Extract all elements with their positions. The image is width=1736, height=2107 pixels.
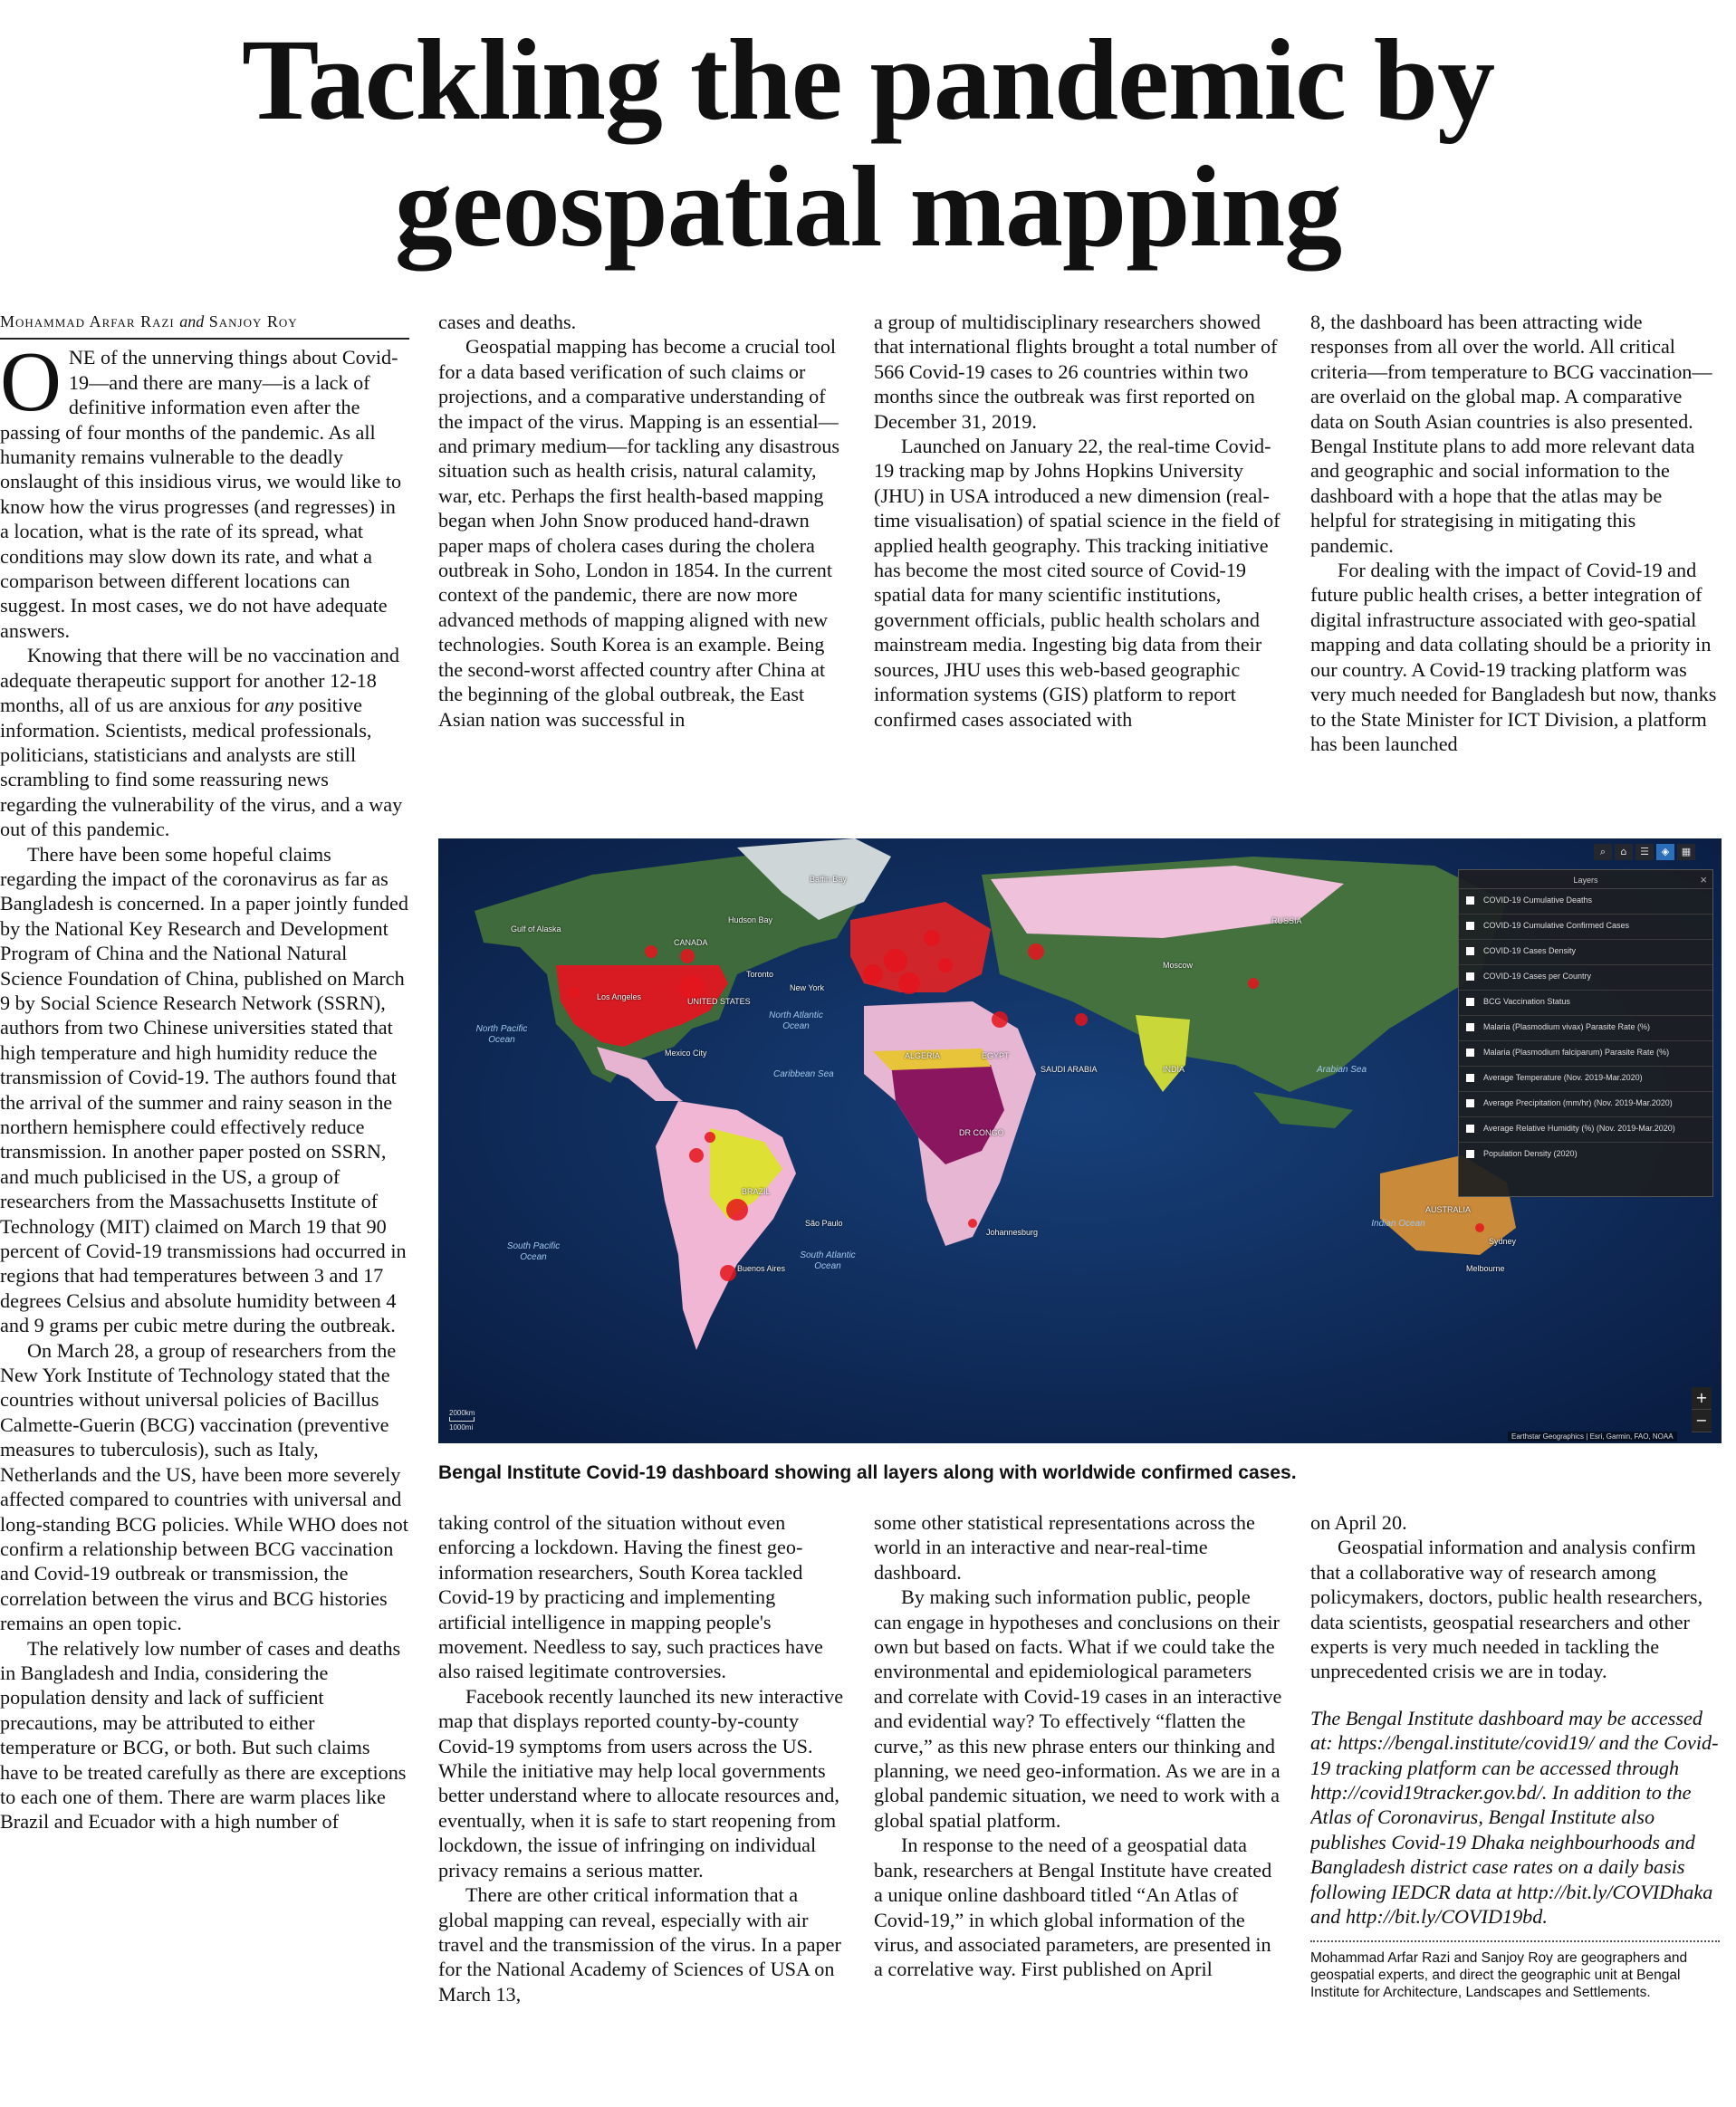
zoom-in-button[interactable]: + xyxy=(1692,1387,1712,1410)
c2-paragraph-1: cases and deaths. xyxy=(438,311,577,333)
layer-label: COVID-19 Cumulative Deaths xyxy=(1483,895,1593,905)
case-circle xyxy=(720,1265,736,1281)
byline-and: and xyxy=(179,312,205,330)
c5-paragraph-3: There are other critical information that a global mapping can reveal, especially with air travel and the transmission of the virus. In a paper for the National Academy of Sciences of USA on March 13, xyxy=(438,1883,841,2006)
layers-icon[interactable]: ◈ xyxy=(1656,844,1674,860)
place-label: Baffin Bay xyxy=(810,875,847,884)
paragraph-3: There have been some hopeful claims regarding the impact of the coronavirus as far as Bangladesh is concerned. In a paper jointly funded by the National Key Research and Development Program of China and the National Natural Science Foundation of China, published on March 9 by Social Science Research Network (SSRN), authors from two Chinese universities stated that high temperature and high humidity reduce the transmission of Covid-19. The authors found that the arrival of the summer and rainy season in the northern hemisphere could effectively reduce transmission. In another paper posted on SSRN, and much publicised in the US, a group of researchers from the Massachusetts Institute of Technology (MIT) claimed on March 19 that 90 percent of Covid-19 transmissions had occurred in regions that had temperatures between 3 and 17 degrees Celsius and absolute humidity between 4 and 9 grams per cubic metre during the outbreak. xyxy=(0,842,408,1337)
place-label: New York xyxy=(790,983,825,992)
headline-line-1: Tackling the pandemic by xyxy=(241,15,1495,144)
case-circle xyxy=(968,1219,977,1228)
home-icon[interactable]: ⌂ xyxy=(1615,844,1633,860)
c5-paragraph-1: taking control of the situation without even enforcing a lockdown. Having the finest geo-information researchers, South Korea tackled Covid-19 by practicing and implementing artificial intelligence in mapping people's movement. Needless to say, such practices have also raised legitimate controversies. xyxy=(438,1511,823,1683)
ocean-label: North Pacific Ocean xyxy=(475,1024,528,1045)
c6-paragraph-3: In response to the need of a geospatial data bank, researchers at Bengal Institute have created a unique online dashboard titled “An Atlas of Covid-19,” in which global information of the virus, and associated parameters, are presented in a correlative way. First published on April xyxy=(874,1834,1272,1981)
author-note xyxy=(1310,1706,1720,1930)
ocean-label: South Atlantic Ocean xyxy=(800,1250,856,1271)
c6-paragraph-2: By making such information public, people can engage in hypotheses and conclusions on their own but based on facts. What if we could take the environmental and epidemiological parameters and correlate with Covid-19 cases in an interactive and evidential way? To effectively “flatten the curve,” as this new phrase enters our thinking and planning, we need geo-information. As we are in a global pandemic situation, we need to work with a global spatial platform. xyxy=(874,1585,1282,1832)
case-circle xyxy=(705,1132,715,1143)
place-label: Moscow xyxy=(1163,961,1194,970)
scale-km: 2000km xyxy=(449,1409,475,1417)
author-1: Mohammad Arfar Razi xyxy=(0,312,175,330)
list-icon[interactable]: ☰ xyxy=(1635,844,1654,860)
zoom-control xyxy=(1692,1387,1712,1432)
checkbox-icon[interactable] xyxy=(1466,922,1474,930)
place-label: Johannesburg xyxy=(986,1228,1039,1237)
case-circle xyxy=(645,945,657,958)
c4-paragraph-1: 8, the dashboard has been attracting wide responses from all over the world. All critical criteria—from temperature to BCG vaccination—are overlaid on the global map. A comparative data on South Asian countries is also presented. Bengal Institute plans to add more relevant data and geographic and social information to the dashboard with a hope that the atlas may be helpful for strategising in mitigating this pandemic. xyxy=(1310,311,1712,557)
layer-label: COVID-19 Cases per Country xyxy=(1483,972,1592,981)
ocean-label: North Atlantic Ocean xyxy=(769,1010,823,1031)
column-3 xyxy=(874,310,1283,813)
place-label: Hudson Bay xyxy=(728,915,773,924)
layer-row[interactable] xyxy=(1459,1143,1712,1167)
place-label: Sydney xyxy=(1489,1237,1517,1246)
case-circle xyxy=(884,949,907,972)
checkbox-icon[interactable] xyxy=(1466,1099,1474,1107)
checkbox-icon[interactable] xyxy=(1466,1074,1474,1082)
paragraph-2-a: Knowing that there will be no vaccination and adequate therapeutic support for another 12-18 months, all of us are anxious for xyxy=(0,644,399,717)
checkbox-icon[interactable] xyxy=(1466,896,1474,905)
place-label: SAUDI ARABIA xyxy=(1041,1065,1098,1074)
zoom-out-button[interactable]: − xyxy=(1692,1410,1712,1432)
column-7 xyxy=(1310,1510,1720,2107)
map-caption: Bengal Institute Covid-19 dashboard showing all layers along with worldwide confirmed cases. xyxy=(438,1462,1297,1483)
place-label: CANADA xyxy=(674,938,708,947)
case-circle xyxy=(924,930,940,946)
drop-cap: O xyxy=(0,335,62,430)
place-label: INDIA xyxy=(1163,1065,1185,1074)
checkbox-icon[interactable] xyxy=(1466,972,1474,981)
checkbox-icon[interactable] xyxy=(1466,1049,1474,1057)
place-label: AUSTRALIA xyxy=(1425,1205,1472,1214)
paragraph-4: On March 28, a group of researchers from the New York Institute of Technology stated that the countries without universal policies of Bacillus Calmette-Guerin (BCG) vaccination (preventive measures to tuberculosis), such as Italy, Netherlands and the US, have been more severely affected compared to countries with universal and long-standing BCG policies. While WHO does not confirm a relationship between BCG vaccination and Covid-19 outbreak or transmission, the correlation between the virus and BCG histories remains an open topic. xyxy=(0,1338,408,1635)
lead-text: of the unnerving things about Covid-19—and there are many—is a lack of definitive information even after the passing of four months of the pandemic. As all humanity remains vulnerable to the deadly onslaught of this insidious virus, we would like to know how the virus progresses (and regresses) in a location, what is the rate of its spread, what conditions may slow down its rate, and what a comparison between different locations can suggest. In most cases, we do not have adequate answers. xyxy=(0,346,402,642)
layer-label: Average Temperature (Nov. 2019-Mar.2020) xyxy=(1483,1073,1643,1082)
layer-row[interactable] xyxy=(1459,965,1712,991)
c3-paragraph-2: Launched on January 22, the real-time Covid-19 tracking map by Johns Hopkins University (JHU) in USA introduced a new dimension (real-time visualisation) of spatial science in the field of applied health geography. This tracking initiative has become the most cited source of Covid-19 spatial data for many scientific institutions, government officials, public health scholars and mainstream media. Ingesting big data from their sources, JHU uses this web-based geographic information systems (GIS) platform to report confirmed cases associated with xyxy=(874,435,1280,731)
place-label: São Paulo xyxy=(805,1219,843,1228)
layers-panel xyxy=(1458,869,1713,1197)
layer-row[interactable] xyxy=(1459,940,1712,965)
ocean-label: South Pacific Ocean xyxy=(506,1241,561,1262)
ocean-label: Caribbean Sea xyxy=(773,1069,834,1079)
c6-paragraph-1: some other statistical representations across the world in an interactive and near-real-time dashboard. xyxy=(874,1511,1255,1584)
case-circle xyxy=(898,972,920,994)
column-4 xyxy=(1310,310,1720,813)
case-circle xyxy=(726,1199,748,1221)
layer-row[interactable] xyxy=(1459,1067,1712,1092)
paragraph-5: The relatively low number of cases and deaths in Bangladesh and India, considering the population density and lack of sufficient precautions, may be attributed to either temperature or BCG, or both. But such claims have to be treated carefully as there are exceptions to each one of them. There are warm places like Brazil and Ecuador with a high number of xyxy=(0,1636,407,1834)
c7-paragraph-2: Geospatial information and analysis confirm that a collaborative way of research among policymakers, doctors, public health researchers, data scientists, geospatial researchers and other experts is very much needed in tackling the unprecedented crisis we are in today. xyxy=(1310,1536,1703,1683)
layer-row[interactable] xyxy=(1459,915,1712,940)
layer-row[interactable] xyxy=(1459,1041,1712,1067)
column-6 xyxy=(874,1510,1283,2107)
case-circle xyxy=(1475,1223,1484,1232)
case-circle xyxy=(863,964,883,984)
case-circle xyxy=(938,958,953,972)
layer-label: COVID-19 Cumulative Confirmed Cases xyxy=(1483,921,1630,930)
layer-label: BCG Vaccination Status xyxy=(1483,997,1570,1006)
place-label: Los Angeles xyxy=(597,992,642,1001)
place-label: RUSSIA xyxy=(1271,916,1302,925)
c4-paragraph-2: For dealing with the impact of Covid-19 and future public health crises, a better integration of digital infrastructure associated with geo-spatial mapping and data collating should be a priority in our country. A Covid-19 tracking platform was very much needed for Bangladesh but now, thanks to the State Minister for ICT Division, a platform has been launched xyxy=(1310,559,1717,755)
place-label: Buenos Aires xyxy=(737,1264,786,1273)
layer-label: Average Relative Humidity (%) (Nov. 2019-Mar.2020) xyxy=(1483,1124,1675,1133)
headline xyxy=(0,16,1736,270)
case-circle xyxy=(569,987,580,998)
place-label: UNITED STATES xyxy=(687,997,751,1006)
note-text: The Bengal Institute dashboard may be accessed at: https://bengal.institute/covid19/ and the Covid-19 tracking platform can be accessed through http://covid19tracker.gov.bd/. In addition to the Atlas of Coronavirus, Bengal Institute also publishes Covid-19 Dhaka neighbourhoods and Bangladesh district case rates on a daily basis following IEDCR data at http://bit.ly/COVIDhaka and http://bit.ly/COVID19bd. xyxy=(1310,1706,1719,1929)
layer-row[interactable] xyxy=(1459,1117,1712,1143)
case-circle xyxy=(680,949,695,963)
lead-paragraph xyxy=(0,335,409,643)
place-label: Mexico City xyxy=(665,1049,707,1058)
case-circle xyxy=(1248,978,1259,989)
paragraph-2-b: positive information. Scientists, medical professionals, politicians, statisticians and analysts are still scrambling to find some reassuring news regarding the vulnerability of the virus, and a way out of this pandemic. xyxy=(0,694,403,841)
place-label: Melbourne xyxy=(1466,1264,1505,1273)
scale-bar xyxy=(449,1409,475,1432)
column-2 xyxy=(438,310,848,813)
place-label: EGYPT xyxy=(982,1051,1010,1060)
checkbox-icon[interactable] xyxy=(1466,947,1474,955)
layers-panel-title: Layers xyxy=(1459,870,1712,889)
c7-paragraph-1: on April 20. xyxy=(1310,1511,1407,1534)
paragraph-2-emphasis: any xyxy=(264,694,294,717)
place-label: ALGERIA xyxy=(905,1051,941,1060)
case-circle xyxy=(689,1148,704,1163)
c5-paragraph-2: Facebook recently launched its new interactive map that displays reported county-by-county Covid-19 symptoms from users across the US. While the initiative may help local governments better understand where to allocate resources and, eventually, when it is safe to start reopening from lockdown, the issue of infringing on individual privacy remains a serious matter. xyxy=(438,1684,844,1882)
checkbox-icon[interactable] xyxy=(1466,1125,1474,1133)
layer-row[interactable] xyxy=(1459,991,1712,1016)
headline-line-2: geospatial mapping xyxy=(394,142,1342,271)
layer-label: Malaria (Plasmodium vivax) Parasite Rate (%) xyxy=(1483,1022,1651,1031)
place-label: Gulf of Alaska xyxy=(511,924,561,934)
case-circle xyxy=(1075,1013,1088,1026)
column-1 xyxy=(0,310,409,2107)
layer-row[interactable] xyxy=(1459,1016,1712,1041)
layer-row[interactable] xyxy=(1459,1092,1712,1117)
close-icon[interactable]: × xyxy=(1700,873,1707,886)
lead-smallcaps: NE xyxy=(68,346,96,369)
scale-line xyxy=(449,1417,475,1422)
layer-label: Malaria (Plasmodium falciparum) Parasite Rate (%) xyxy=(1483,1048,1670,1057)
map-toolbar xyxy=(1594,844,1695,860)
checkbox-icon[interactable] xyxy=(1466,1023,1474,1031)
layer-label: Average Precipitation (mm/hr) (Nov. 2019-Mar.2020) xyxy=(1483,1098,1673,1107)
checkbox-icon[interactable] xyxy=(1466,1150,1474,1158)
paragraph-2 xyxy=(0,643,409,841)
c2-paragraph-2: Geospatial mapping has become a crucial tool for a data based verification of such claims or projections, and a comparative understanding of the impact of the virus. Mapping is an essential—and primary medium—for tackling any disastrous situation such as health crisis, natural calamity, war, etc. Perhaps the first health-based mapping began when John Snow produced hand-drawn paper maps of cholera cases during the cholera outbreak in Soho, London in 1854. In the current context of the pandemic, there are now more advanced methods of mapping aligned with new technologies. South Korea is an example. Being the second-worst affected country after China at the beginning of the global outbreak, the East Asian nation was successful in xyxy=(438,335,840,731)
column-5 xyxy=(438,1510,848,2107)
ocean-label: Indian Ocean xyxy=(1371,1219,1425,1229)
c3-paragraph-1: a group of multidisciplinary researchers showed that international flights brought a total number of 566 Covid-19 cases to 26 countries within two months since the outbreak was first reported on December 31, 2019. xyxy=(874,311,1278,433)
search-icon[interactable]: ⌕ xyxy=(1594,844,1612,860)
place-label: BRAZIL xyxy=(742,1187,771,1196)
basemap-icon[interactable]: ▦ xyxy=(1677,844,1695,860)
layer-label: COVID-19 Cases Density xyxy=(1483,946,1577,955)
case-circle xyxy=(1028,943,1044,960)
author-bio: Mohammad Arfar Razi and Sanjoy Roy are geographers and geospatial experts, and direct the geographic unit at Bengal Institute for Architecture, Landscapes and Settlements. xyxy=(1310,1940,1720,2001)
scale-mi: 1000mi xyxy=(449,1423,474,1432)
place-label: Toronto xyxy=(746,970,774,979)
layer-label: Population Density (2020) xyxy=(1483,1149,1578,1158)
ocean-label: Arabian Sea xyxy=(1317,1065,1367,1075)
layer-row[interactable] xyxy=(1459,889,1712,915)
place-label: DR CONGO xyxy=(959,1128,1004,1137)
checkbox-icon[interactable] xyxy=(1466,998,1474,1006)
case-circle xyxy=(992,1011,1008,1028)
map-attribution: Earthstar Geographics | Esri, Garmin, FAO, NOAA xyxy=(1508,1432,1677,1441)
author-2: Sanjoy Roy xyxy=(208,312,298,330)
